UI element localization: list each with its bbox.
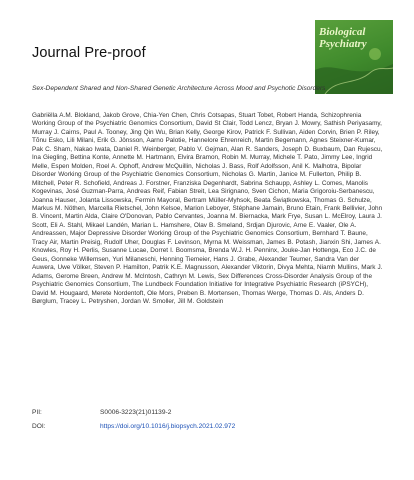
doi-row — [32, 423, 235, 430]
article-title: Sex-Dependent Shared and Non-Shared Genetic Architecture Across Mood and Psychotic Disorders — [32, 85, 326, 92]
doi-link[interactable]: https://doi.org/10.1016/j.biopsych.2021.02.972 — [100, 423, 236, 430]
cover-title: Biological Psychiatry — [319, 26, 367, 50]
pii-label: PII: — [32, 409, 42, 416]
journal-preproof-heading: Journal Pre-proof — [32, 45, 146, 61]
journal-cover-image — [315, 20, 393, 94]
doi-label: DOI: — [32, 423, 46, 430]
pii-value: S0006-3223(21)01139-2 — [100, 409, 172, 416]
pii-row — [32, 409, 171, 416]
author-list: Gabriëlla A.M. Blokland, Jakob Grove, Chia-Yen Chen, Chris Cotsapas, Stuart Tobet, Robert Handa, Schizophrenia Working Group of the Psychiatric Genomics Consortium, David St Clair, Todd Lencz, Bryan J. Mowry, Sathish Periyasamy, Murray J. Cairns, Paul A. Tooney, Jing Qin Wu, Brian Kelly, George Kirov, Patrick F. Sullivan, Aiden Corvin, Brien P. Riley, Tõnu Esko, Lili Milani, Erik G. Jönsson, Aarno Palotie, Hannelore Ehrenreich, Martin Begemann, Agnes Steixner-Kumar, Pak C. Sham, Nakao Iwata, Daniel R. Weinberger, Pablo V. Gejman, Alan R. Sanders, Joseph D. Buxbaum, Dan Rujescu, Ina Giegling, Bettina Konte, Annette M. Hartmann, Elvira Bramon, Robin M. Murray, Michele T. Pato, Jimmy Lee, Ingrid Melle, Espen Molden, Roel A. Ophoff, Andrew McQuillin, Nicholas J. Bass, Rolf Adolfsson, Anil K. Malhotra, Bipolar Disorder Working Group of the Psychiatric Genomics Consortium, Nicholas G. Martin, Janice M. Fullerton, Philip B. Mitchell, Peter R. Schofield, Andreas J. Forstner, Franziska Degenhardt, Sabrina Schaupp, Ashley L. Comes, Manolis Kogevinas, José Guzman-Parra, Andreas Reif, Fabian Streit, Lea Sirignano, Sven Cichon, Maria Grigoroiu-Serbanescu, Joanna Hauser, Jolanta Lissowska, Fermin Mayoral, Bertram Müller-Myhsok, Beata Świątkowska, Thomas G. Schulze, Markus M. Nöthen, Marcella Rietschel, John Kelsoe, Marion Leboyer, Stéphane Jamain, Bruno Etain, Frank Bellivier, John B. Vincent, Martin Alda, Claire O'Donovan, Pablo Cervantes, Joanna M. Biernacka, Mark Frye, Susan L. McElroy, Laura J. Scott, Eli A. Stahl, Mikael Landén, Marian L. Hamshere, Olav B. Smeland, Srdjan Djurovic, Arne E. Vaaler, Ole A. Andreassen, Major Depressive Disorder Working Group of the Psychiatric Genomics Consortium, Bernhard T. Baune, Tracy Air, Martin Preisig, Rudolf Uher, Douglas F. Levinson, Myrna M. Weissman, James B. Potash, Jianxin Shi, James A. Knowles, Roy H. Perlis, Susanne Lucae, Dorret I. Boomsma, Brenda W.J. H. Penninx, Jouke-Jan Hottenga, Eco J.C. de Geus, Gonneke Willemsen, Yuri Milaneschi, Henning Tiemeier, Hans J. Grabe, Alexander Teumer, Sandra Van der Auwera, Uwe Völker, Steven P. Hamilton, Patrik K.E. Magnusson, Alexander Viktorin, Divya Mehta, Niamh Mullins, Mark J. Adams, Gerome Breen, Andrew M. McIntosh, Cathryn M. Lewis, Sex Differences Cross-Disorder Analysis Group of the Psychiatric Genomics Consortium, The Lundbeck Foundation Initiative for Integrative Psychiatric Research (iPSYCH), David M. Hougaard, Merete Nordentoft, Ole Mors, Preben B. Mortensen, Thomas Werge, Thomas D. Als, Anders D. Børglum, Tracey L. Petryshen, Jordan W. Smoller, Jill M. Goldstein — [32, 112, 383, 305]
